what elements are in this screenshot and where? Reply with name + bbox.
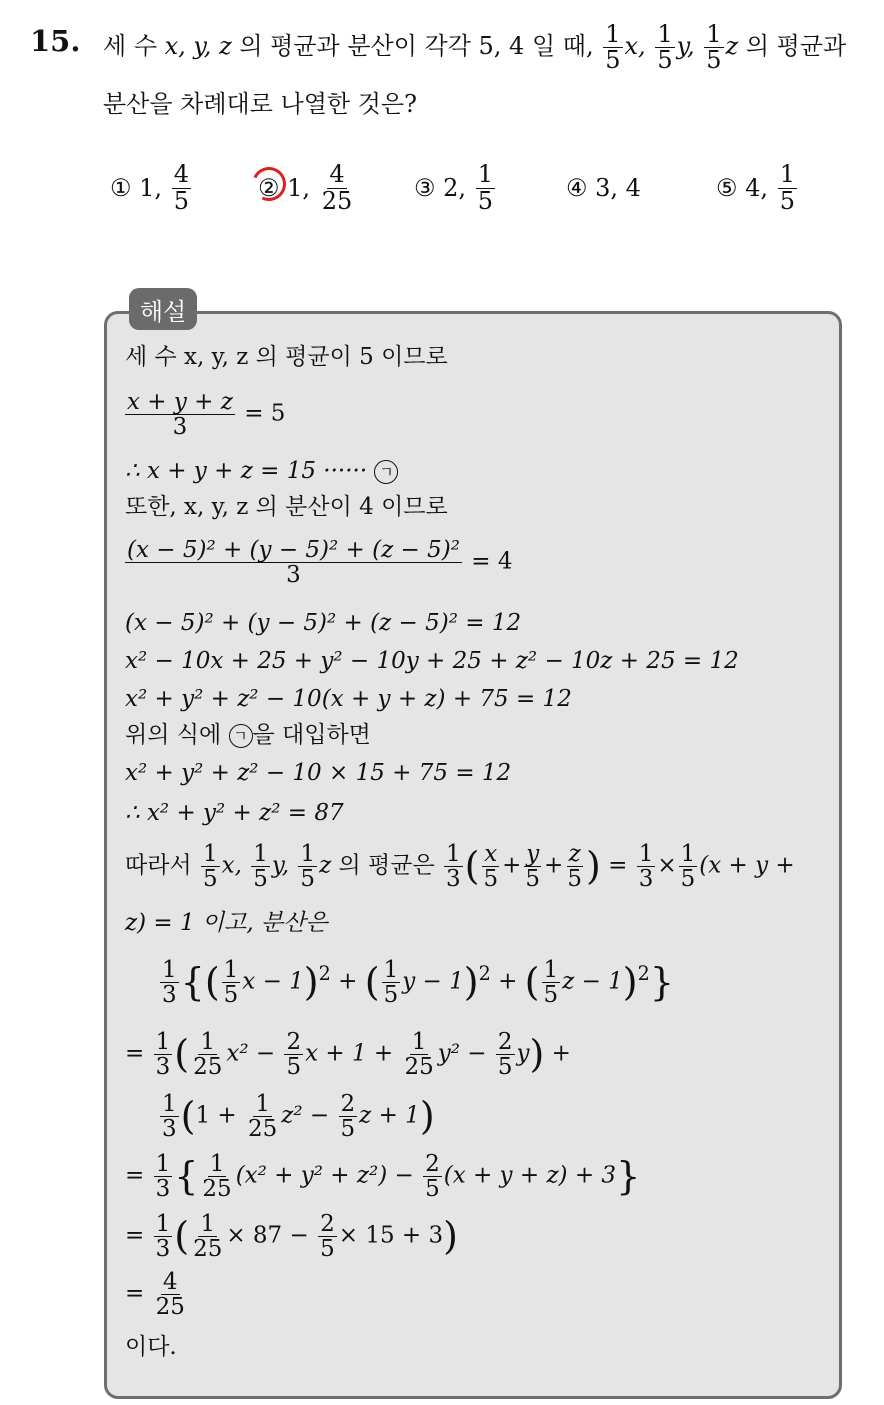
selected-answer-mark: ② (258, 174, 280, 202)
solution-line: x² + y² + z² − 10 × 15 + 75 = 12 (125, 760, 512, 786)
solution-line: $\frac{\text{(x − 5)² + (y − 5)² + (z − 5)²}}{3}$ = 4 (127, 537, 513, 589)
solution-line: 또한, x, y, z 의 분산이 4 이므로 (125, 494, 448, 520)
solution-line: $\frac{1}{3}$ {( $\frac{1}{5}$ x − 1)$^2$ + ( $\frac{1}{5}$ y − 1)$^2$ + ( $\frac{1}{5}$ z − 1)$^2$} (162, 957, 675, 1009)
question-number: 15. (30, 24, 81, 58)
solution-line: ∴ x² + y² + z² = 87 (125, 800, 344, 826)
giyeok-circle-icon: ㄱ (229, 724, 253, 748)
fraction: $\frac{1}{5}$ (706, 20, 722, 75)
choice-3[interactable]: ③ 2, 1 5 (414, 160, 493, 215)
solution-line: $\frac{x + y + z}{3}$ = 5 (127, 389, 286, 441)
question-line-1: 세 수 x, y, z 의 평균과 분산이 각각 5, 4 일 때, $\frac{1}{5}$ x, $\frac{1}{5}$ y, $\frac{1}{5}$ z 의 평균과 (103, 20, 847, 75)
solution-line: 이다. (125, 1334, 177, 1360)
solution-line: 따라서 $\frac{1}{5}$ x, $\frac{1}{5}$ y, $\frac{1}{5}$ z 의 평균은 $\frac{1}{3}$ ( $\frac{x}{5}$ + $\frac{y}{5}$ + $\frac{z}{5}$ ) = $\frac{1}{3}$ × $\frac{1}{5}$ (x + y + (125, 841, 795, 893)
choice-4[interactable]: ④ 3, 4 (566, 174, 641, 202)
solution-line: x² − 10x + 25 + y² − 10y + 25 + z² − 10z + 25 = 12 (125, 648, 739, 674)
solution-line: 위의 식에 ㄱ 을 대입하면 (125, 722, 371, 748)
solution-line: 세 수 x, y, z 의 평균이 5 이므로 (125, 344, 448, 370)
fraction: $\frac{1}{5}$ (605, 20, 621, 75)
solution-tab: 해설 (129, 288, 197, 330)
solution-line: ∴ x + y + z = 15 ······ ㄱ (125, 458, 398, 486)
fraction: $\frac{1}{5}$ (657, 20, 673, 75)
solution-line: (x − 5)² + (y − 5)² + (z − 5)² = 12 (125, 610, 522, 636)
solution-line: z) = 1 이고, 분산은 (125, 910, 328, 936)
answer-choices (0, 158, 884, 218)
giyeok-circle-icon: ㄱ (374, 460, 398, 484)
choice-5[interactable]: ⑤ 4, 1 5 (716, 160, 795, 215)
choice-2[interactable]: ② 1, 4 25 (258, 158, 356, 218)
question-line-2: 분산을 차례대로 나열한 것은? (103, 90, 417, 118)
solution-line: = $\frac{1}{3}$ ( $\frac{1}{25}$ × 87 − $\frac{2}{5}$ × 15 + 3) (125, 1211, 458, 1263)
red-circle-icon (247, 162, 291, 206)
solution-line: x² + y² + z² − 10(x + y + z) + 75 = 12 (125, 686, 572, 712)
solution-line: = $\frac{1}{3}$ { $\frac{1}{25}$ (x² + y² + z²) − $\frac{2}{5}$ (x + y + z) + 3} (125, 1151, 641, 1203)
solution-line: = $\frac{1}{3}$ ( $\frac{1}{25}$ x² − $\frac{2}{5}$ x + 1 + $\frac{1}{25}$ y² − $\frac{2}{5}$ y) + (125, 1029, 571, 1081)
solution-line: $\frac{1}{3}$ (1 + $\frac{1}{25}$ z² − $\frac{2}{5}$ z + 1) (162, 1091, 435, 1143)
choice-1[interactable]: ① 1, 4 5 (110, 160, 189, 215)
solution-line: = $\frac{4}{25}$ (125, 1269, 185, 1321)
